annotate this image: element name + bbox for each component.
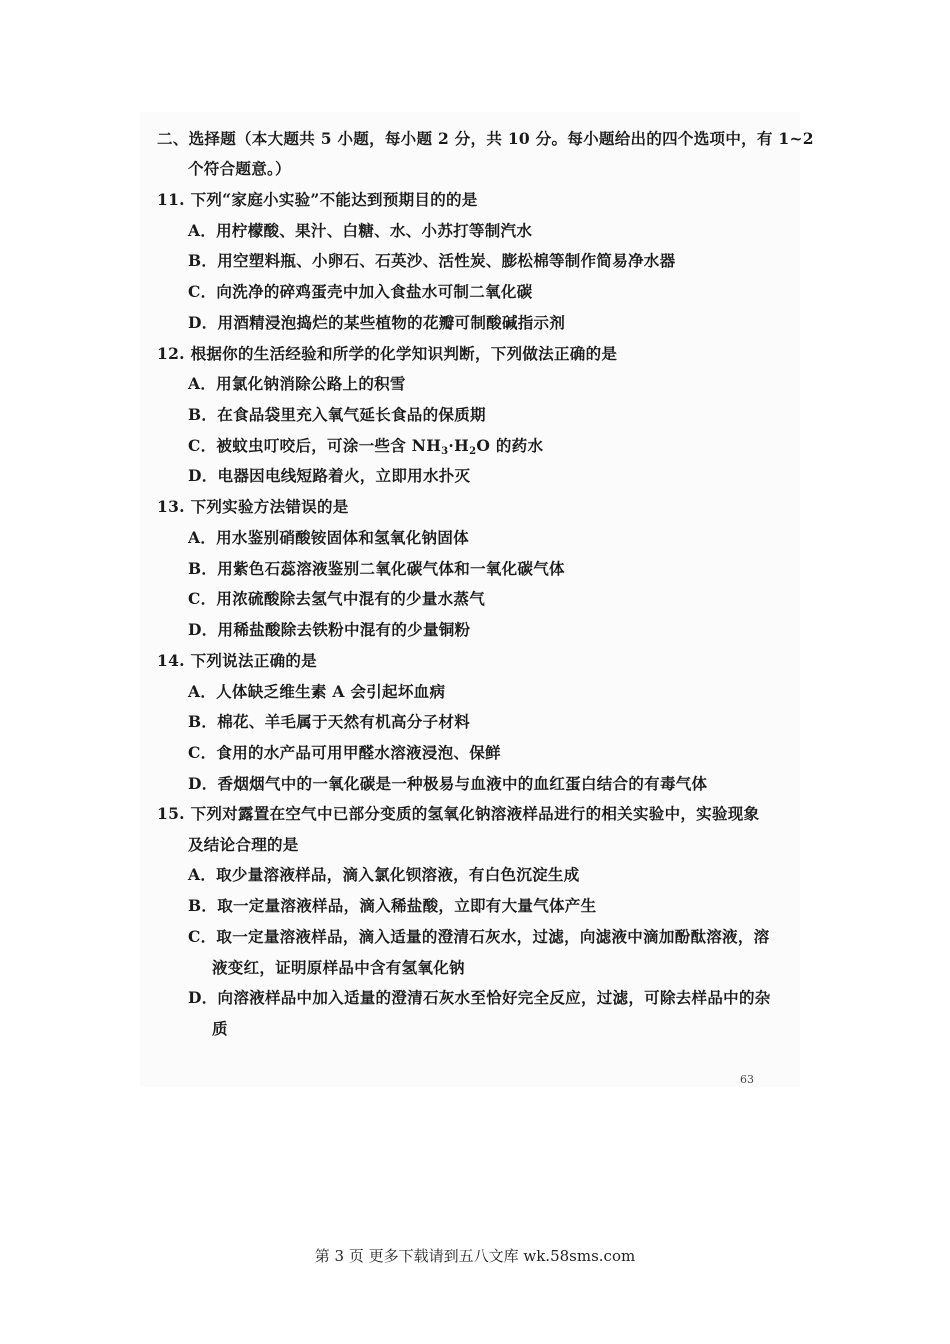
question-number: 12.: [157, 344, 185, 363]
q11-option-b: B．用空塑料瓶、小卵石、石英沙、活性炭、膨松棉等制作简易净水器: [188, 251, 676, 270]
q12-option-a: A．用氯化钠消除公路上的积雪: [188, 374, 406, 393]
q14-option-d: D．香烟烟气中的一氧化碳是一种极易与血液中的血红蛋白结合的有毒气体: [188, 774, 708, 793]
q14-option-c: C．食用的水产品可用甲醛水溶液浸泡、保鲜: [188, 743, 501, 762]
q15-option-d-cont: 质: [212, 1019, 228, 1038]
question-text: 下列实验方法错误的是: [190, 497, 349, 516]
q15-option-d: D．向溶液样品中加入适量的澄清石灰水至恰好完全反应，过滤，可除去样品中的杂: [188, 988, 771, 1007]
question-text: 下列说法正确的是: [190, 651, 317, 670]
question-13: [157, 497, 349, 517]
page-footer: 第 3 页 更多下载请到五八文库 wk.58sms.com: [314, 1247, 636, 1265]
q15-option-c: C．取一定量溶液样品，滴入适量的澄清石灰水，过滤，向滤液中滴加酚酞溶液，溶: [188, 927, 770, 946]
q14-option-a: A．人体缺乏维生素 A 会引起坏血病: [188, 682, 446, 701]
q13-option-a: A．用水鉴别硝酸铵固体和氢氧化钠固体: [188, 528, 469, 547]
question-14: [157, 651, 317, 671]
question-12: [157, 344, 617, 364]
question-15: [157, 804, 759, 824]
q13-option-b: B．用紫色石蕊溶液鉴别二氧化碳气体和一氧化碳气体: [188, 559, 565, 578]
q13-option-d: D．用稀盐酸除去铁粉中混有的少量铜粉: [188, 620, 471, 639]
question-text: 根据你的生活经验和所学的化学知识判断，下列做法正确的是: [190, 344, 618, 363]
q13-option-c: C．用浓硫酸除去氢气中混有的少量水蒸气: [188, 589, 486, 608]
q11-option-c: C．向洗净的碎鸡蛋壳中加入食盐水可制二氧化碳: [188, 282, 533, 301]
question-text: 下列对露置在空气中已部分变质的氢氧化钠溶液样品进行的相关实验中，实验现象: [190, 804, 760, 823]
question-15-cont: 及结论合理的是: [188, 835, 299, 854]
q12-option-b: B．在食品袋里充入氧气延长食品的保质期: [188, 405, 486, 424]
question-number: 13.: [157, 497, 185, 516]
q15-option-c-cont: 液变红，证明原样品中含有氢氧化钠: [212, 958, 465, 977]
question-number: 14.: [157, 651, 185, 670]
q14-option-b: B．棉花、羊毛属于天然有机高分子材料: [188, 712, 471, 731]
q11-option-a: A．用柠檬酸、果汁、白糖、水、小苏打等制汽水: [188, 221, 533, 240]
q12-option-c: C．被蚊虫叮咬后，可涂一些含 $NH_3\cdot H_2O$ 的药水: [188, 436, 544, 457]
question-number: 15.: [157, 804, 185, 823]
question-11: [157, 190, 478, 210]
section-heading: 二、选择题（本大题共 5 小题，每小题 2 分，共 10 分。每小题给出的四个选项中，有 1~2: [157, 129, 814, 148]
question-text: 下列“家庭小实验”不能达到预期目的的是: [190, 190, 478, 209]
q15-option-b: B．取一定量溶液样品，滴入稀盐酸，立即有大量气体产生: [188, 896, 597, 915]
q15-option-a: A．取少量溶液样品，滴入氯化钡溶液，有白色沉淀生成: [188, 865, 580, 884]
page-corner-number: 63: [740, 1073, 754, 1086]
question-number: 11.: [157, 190, 185, 209]
section-heading-cont: 个符合题意。）: [188, 159, 291, 178]
q12-option-d: D．电器因电线短路着火，立即用水扑灭: [188, 466, 471, 485]
q11-option-d: D．用酒精浸泡捣烂的某些植物的花瓣可制酸碱指示剂: [188, 313, 566, 332]
